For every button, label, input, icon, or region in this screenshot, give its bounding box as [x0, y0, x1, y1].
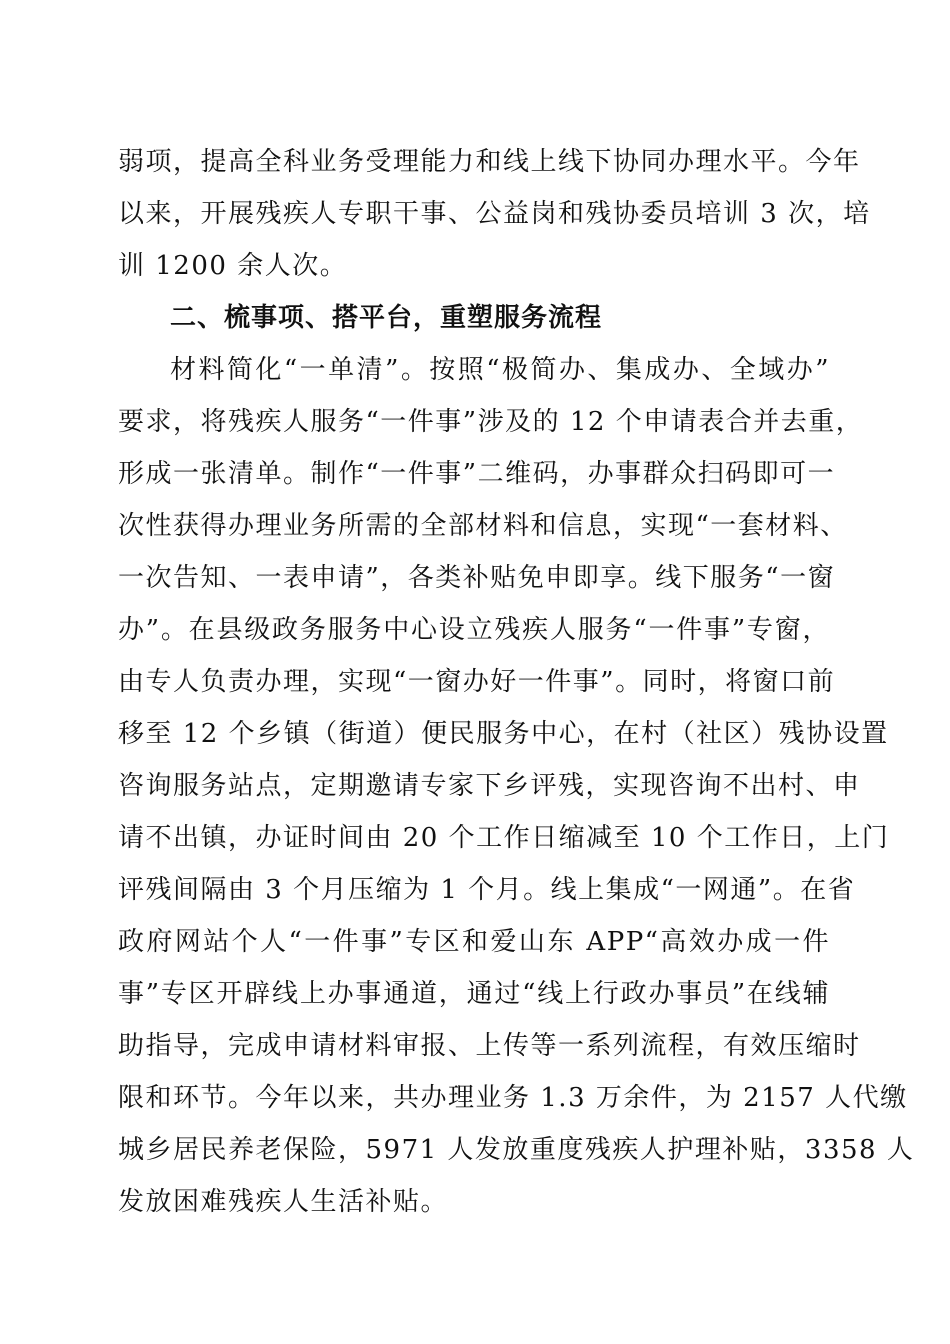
document-body	[118, 136, 915, 1228]
text-line: 移至 12 个乡镇（街道）便民服务中心，在村（社区）残协设置	[118, 719, 889, 749]
text-line: 次性获得办理业务所需的全部材料和信息，实现“一套材料、	[118, 511, 848, 541]
text-line: 由专人负责办理，实现“一窗办好一件事”。同时，将窗口前	[118, 667, 836, 697]
text-line: 事”专区开辟线上办事通道，通过“线上行政办事员”在线辅	[118, 979, 830, 1009]
section-heading: 二、梳事项、搭平台，重塑服务流程	[170, 303, 603, 333]
paragraph-2	[118, 344, 915, 1228]
text-line: 以来，开展残疾人专职干事、公益岗和残协委员培训 3 次，培	[118, 199, 871, 229]
text-line: 城乡居民养老保险，5971 人发放重度残疾人护理补贴，3358 人	[118, 1135, 915, 1165]
text-line: 评残间隔由 3 个月压缩为 1 个月。线上集成“一网通”。在省	[118, 875, 856, 905]
paragraph-1	[118, 136, 871, 292]
text-line: 材料简化“一单清”。按照“极简办、集成办、全域办”	[170, 355, 830, 385]
text-line: 要求，将残疾人服务“一件事”涉及的 12 个申请表合并去重，	[118, 407, 864, 437]
text-line: 咨询服务站点，定期邀请专家下乡评残，实现咨询不出村、申	[118, 771, 861, 801]
text-line: 限和环节。今年以来，共办理业务 1.3 万余件，为 2157 人代缴	[118, 1083, 908, 1113]
text-line: 一次告知、一表申请”，各类补贴免申即享。线下服务“一窗	[118, 563, 836, 593]
text-line: 弱项，提高全科业务受理能力和线上线下协同办理水平。今年	[118, 147, 861, 177]
text-line: 请不出镇，办证时间由 20 个工作日缩减至 10 个工作日，上门	[118, 823, 890, 853]
text-line: 助指导，完成申请材料审报、上传等一系列流程，有效压缩时	[118, 1031, 861, 1061]
text-line: 形成一张清单。制作“一件事”二维码，办事群众扫码即可一	[118, 459, 836, 489]
text-line: 训 1200 余人次。	[118, 251, 348, 281]
text-line: 发放困难残疾人生活补贴。	[118, 1187, 449, 1217]
text-line: 政府网站个人“一件事”专区和爱山东 APP“高效办成一件	[118, 927, 830, 957]
text-line: 办”。在县级政务服务中心设立残疾人服务“一件事”专窗，	[118, 615, 830, 645]
